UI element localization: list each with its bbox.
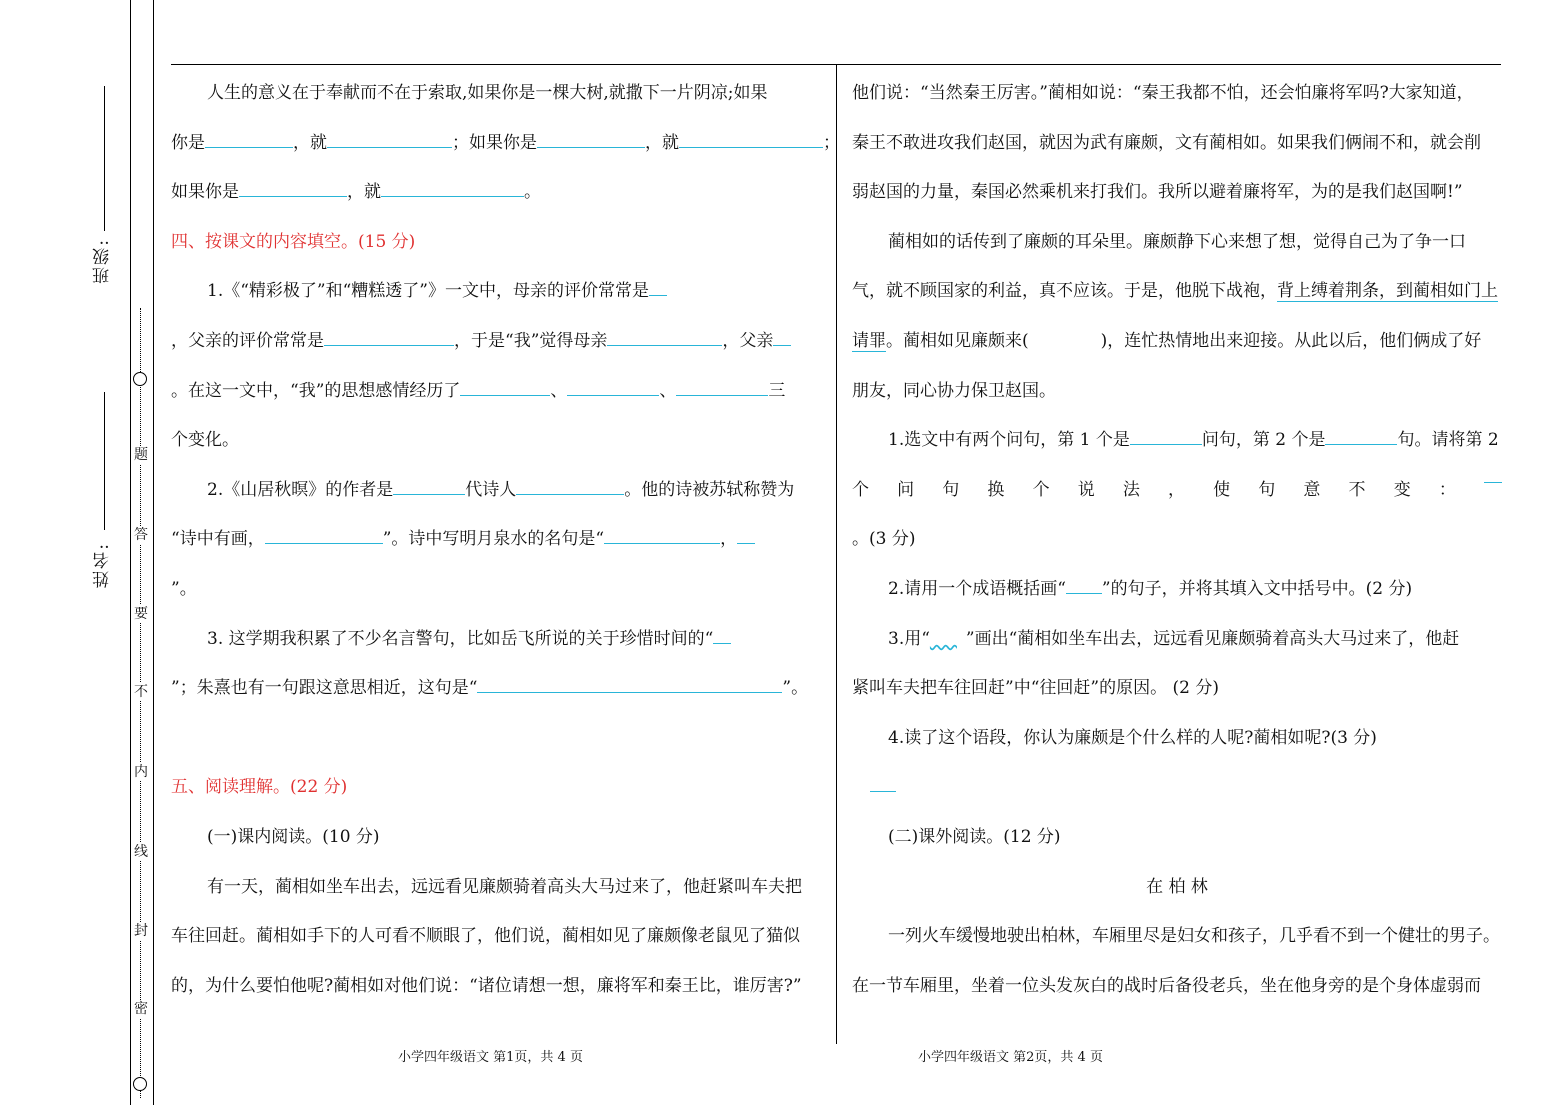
- margin-border-right: [153, 0, 154, 1105]
- underlined-sentence: 请罪: [852, 330, 886, 351]
- answer-blank[interactable]: [324, 329, 454, 346]
- answer-blank[interactable]: [460, 379, 550, 396]
- paragraph-line: 人生的意义在于奉献而不在于索取,如果你是一棵大树,就撒下一片阴凉;如果: [207, 83, 768, 103]
- answer-blank[interactable]: [516, 478, 624, 495]
- question-1-line: 。在这一文中，“我”的思想感情经历了 、 、 三: [171, 380, 786, 401]
- seal-dotted-line: [140, 308, 141, 1098]
- answer-blank[interactable]: [537, 131, 645, 148]
- margin-border-left: [130, 0, 131, 1105]
- column-divider: [836, 64, 837, 1044]
- question-2-line: ”。: [171, 578, 197, 599]
- section-four-title: 四、按课文的内容填空。(15 分): [171, 231, 416, 252]
- story-line: 一列火车缓慢地驶出柏林，车厢里尽是妇女和孩子，几乎看不到一个健壮的男子。: [888, 926, 1500, 947]
- name-label: 姓名:: [93, 542, 113, 588]
- seal-char: 内: [134, 764, 148, 780]
- passage-line: 朋友，同心协力保卫赵国。: [852, 380, 1056, 401]
- answer-blank[interactable]: [1484, 466, 1502, 483]
- seal-char: 答: [134, 527, 148, 543]
- question-3-line: 3.用“ ”画出“蔺相如坐车出去，远远看见廉颇骑着高头大马过来了，他赶: [852, 615, 1512, 665]
- story-line: 在一节车厢里，坐着一位头发灰白的战时后备役老兵，坐在他身旁的是个身体虚弱而: [852, 975, 1481, 996]
- footer-left: 小学四年级语文 第1页，共 4 页: [398, 1050, 583, 1065]
- passage-line: 气，就不顾国家的利益，真不应该。于是，他脱下战袍，背上缚着荆条，到蔺相如门上: [852, 281, 1498, 302]
- answer-blank[interactable]: [327, 131, 452, 148]
- question-4-line: 4.读了这个语段，你认为廉颇是个什么样的人呢?蔺相如呢?(3 分): [888, 727, 1377, 748]
- seal-circle-top: [133, 372, 147, 386]
- footer-right: 小学四年级语文 第2页，共 4 页: [918, 1050, 1103, 1065]
- answer-blank[interactable]: [381, 180, 524, 197]
- answer-blank[interactable]: [1325, 428, 1397, 445]
- class-blank: [104, 86, 105, 231]
- seal-char: 题: [134, 447, 148, 463]
- passage-line: 蔺相如的话传到了廉颇的耳朵里。廉颇静下心来想了想，觉得自己为了争一口: [888, 231, 1466, 252]
- seal-char: 封: [134, 923, 148, 939]
- question-3-line: ”；朱熹也有一句跟这意思相近，这句是“ ”。: [171, 678, 809, 699]
- question-1-line: 。(3 分): [852, 529, 916, 550]
- right-column: [852, 69, 1512, 1011]
- answer-blank[interactable]: [1130, 428, 1202, 445]
- passage-line: 的，为什么要怕他呢?蔺相如对他们说：“诸位请想一想，廉将军和秦王比，谁厉害?”: [171, 975, 802, 996]
- paragraph-line: 你是 ，就 ；如果你是 ，就 ；: [171, 132, 840, 153]
- answer-blank[interactable]: [604, 527, 720, 544]
- seal-char: 要: [134, 606, 148, 622]
- question-3-line: 3. 这学期我积累了不少名言警句，比如岳飞所说的关于珍惜时间的“: [171, 615, 831, 665]
- wavy-underline-sample: [930, 615, 966, 665]
- question-3-line: 紧叫车夫把车往回赶”中“往回赶”的原因。 (2 分): [852, 678, 1219, 699]
- left-column: [171, 69, 840, 1011]
- answer-blank[interactable]: [205, 131, 293, 148]
- answer-blank[interactable]: [393, 478, 465, 495]
- question-1-line: 个 问 句 换 个 说 法 ， 使 句 意 不 变 ：: [852, 466, 1502, 516]
- passage-line: 有一天，蔺相如坐车出去，远远看见廉颇骑着高头大马过来了，他赶紧叫车夫把: [207, 876, 802, 897]
- answer-blank[interactable]: [737, 527, 755, 544]
- passage-line: 车往回赶。蔺相如手下的人可看不顺眼了，他们说，蔺相如见了廉颇像老鼠见了猫似: [171, 926, 800, 947]
- answer-blank[interactable]: [477, 676, 782, 693]
- question-2-line: “诗中有画， ”。诗中写明月泉水的名句是“ ，: [171, 515, 831, 565]
- answer-blank[interactable]: [676, 379, 768, 396]
- passage-line: 弱赵国的力量，秦国必然乘机来打我们。我所以避着廉将军，为的是我们赵国啊!”: [852, 182, 1463, 203]
- answer-blank[interactable]: [773, 329, 791, 346]
- seal-circle-bottom: [133, 1077, 147, 1091]
- answer-blank[interactable]: [567, 379, 659, 396]
- question-1-line: 1.选文中有两个问句，第 1 个是 问句，第 2 个是 句。请将第 2: [888, 430, 1499, 451]
- section-five-title: 五、阅读理解。(22 分): [171, 777, 348, 798]
- passage-line: 他们说：“当然秦王厉害。”蔺相如说：“秦王我都不怕，还会怕廉将军吗?大家知道，: [852, 83, 1474, 103]
- seal-char: 密: [134, 1001, 148, 1017]
- answer-blank[interactable]: [649, 279, 667, 296]
- answer-blank[interactable]: [679, 131, 823, 148]
- subsection-title: (一)课内阅读。(10 分): [207, 826, 380, 847]
- question-2-line: 2.《山居秋暝》的作者是 代诗人 。他的诗被苏轼称赞为: [207, 479, 795, 500]
- question-2-line: 2.请用一个成语概括画“ ”的句子，并将其填入文中括号中。(2 分): [888, 578, 1413, 599]
- question-1-line: 1.《“精彩极了”和“糟糕透了”》一文中，母亲的评价常常是: [171, 267, 831, 317]
- name-blank: [104, 392, 105, 530]
- underlined-sentence: 背上缚着荆条，到蔺相如门上: [1277, 281, 1498, 302]
- question-1-line: 个变化。: [171, 430, 239, 451]
- answer-blank[interactable]: [713, 627, 731, 644]
- answer-blank[interactable]: [607, 329, 722, 346]
- answer-blank[interactable]: [265, 527, 383, 544]
- answer-blank[interactable]: [1066, 577, 1102, 594]
- empty-line: [171, 714, 831, 764]
- answer-blank[interactable]: [239, 180, 347, 197]
- class-label: 班级:: [93, 238, 113, 284]
- answer-line: [852, 763, 1512, 813]
- answer-blank[interactable]: [870, 775, 896, 792]
- question-1-line: ，父亲的评价常常是 ，于是“我”觉得母亲 ，父亲: [171, 317, 831, 367]
- paragraph-line: 如果你是 ，就 。: [171, 182, 541, 203]
- story-title: 在 柏 林: [1146, 876, 1208, 897]
- passage-line: 秦王不敢进攻我们赵国，就因为武有廉颇，文有蔺相如。如果我们俩闹不和，就会削: [852, 132, 1481, 153]
- subsection-title: (二)课外阅读。(12 分): [888, 826, 1061, 847]
- seal-char: 线: [134, 844, 148, 860]
- passage-line: 请罪。蔺相如见廉颇来( )，连忙热情地出来迎接。从此以后，他们俩成了好: [852, 330, 1482, 351]
- seal-char: 不: [134, 684, 148, 700]
